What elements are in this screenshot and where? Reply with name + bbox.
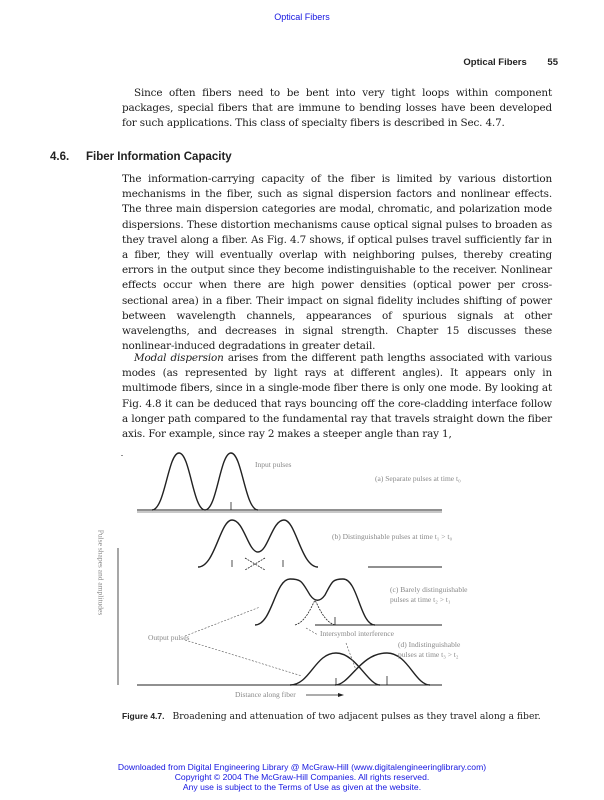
- label-intersymbol-interference: Intersymbol interference: [320, 629, 394, 638]
- body-paragraph-2: [122, 351, 552, 442]
- term-modal-dispersion: Modal dispersion: [134, 352, 224, 364]
- figure-number: Figure 4.7.: [122, 711, 165, 721]
- running-head-title: Optical Fibers: [463, 57, 527, 68]
- label-output-pulses: Output pulses: [148, 633, 190, 642]
- footer-download-link[interactable]: Downloaded from Digital Engineering Library @ McGraw-Hill (www.digitalengineeringlibrary.com): [117, 762, 487, 772]
- label-input-pulses: Input pulses: [255, 460, 292, 469]
- section-heading: [50, 151, 232, 163]
- footer-terms-link[interactable]: Any use is subject to the Terms of Use as given at the website.: [182, 782, 422, 792]
- body-paragraph-1: The information-carrying capacity of the fiber is limited by various distortion mechanisms in the fiber, such as signal dispersion factors and nonlinear effects. The three main dispersion categories are modal, chromatic, and polarization mode dispersions. These distortion mechanisms cause optical signal pulses to broaden as they travel along a fiber. As Fig. 4.7 shows, if optical pulses travel sufficiently far in a fiber, they will eventually overlap with neighboring pulses, thereby creating errors in the output since they become indistinguishable to the receiver. Nonlinear effects occur when there are high power densities (optical power per cross-sectional area) in a fiber. Their impact on signal fidelity includes shifting of power between wavelength channels, appearances of spurious signals at other wavelengths, and decreases in signal strength. Chapter 15 discusses these nonlinear-induced degradations in greater detail.: [122, 173, 552, 353]
- section-number: 4.6.: [50, 151, 70, 163]
- running-head: [463, 57, 558, 68]
- caption-text: Broadening and attenuation of two adjacent pulses as they travel along a fiber.: [172, 711, 541, 722]
- paragraph-2-text: arises from the different path lengths associated with various modes (as represented by light rays at different angles). It appears only in multimode fibers, since in a single-mode fiber there is only one mode. By looking at Fig. 4.8 it can be deduced that rays bouncing off the core-cladding interface follow a longer path compared to the fundamental ray that travels straight down the fiber axis. For example, since ray 2 makes a steeper angle than ray 1,: [122, 352, 552, 441]
- label-a: (a) Separate pulses at time t₀: [375, 474, 461, 483]
- x-axis-label: Distance along fiber: [235, 690, 296, 699]
- y-axis-label: Pulse shapes and amplitudes: [96, 529, 106, 616]
- intro-paragraph: Since often fibers need to be bent into very tight loops within component packages, special fibers that are immune to bending losses have been developed for such applications. This class of specialty fibers is described in Sec. 4.7.: [122, 87, 552, 130]
- top-link-optical-fibers[interactable]: Optical Fibers: [274, 12, 330, 22]
- label-d-line2: pulses at time t₃ > t₂: [398, 650, 459, 659]
- label-c-line2: pulses at time t₂ > t₁: [390, 595, 451, 604]
- label-c-line1: (c) Barely distinguishable: [390, 585, 468, 594]
- footer: [0, 762, 604, 792]
- footer-copyright[interactable]: Copyright © 2004 The McGraw-Hill Companies. All rights reserved.: [174, 772, 430, 782]
- section-title: Fiber Information Capacity: [86, 151, 232, 163]
- label-d-line1: (d) Indistinguishable: [398, 640, 461, 649]
- page-number: 55: [547, 57, 558, 68]
- figure-4-7: [96, 440, 500, 710]
- figure-caption: [122, 711, 542, 723]
- label-b: (b) Distinguishable pulses at time t₁ > t₀: [332, 532, 453, 541]
